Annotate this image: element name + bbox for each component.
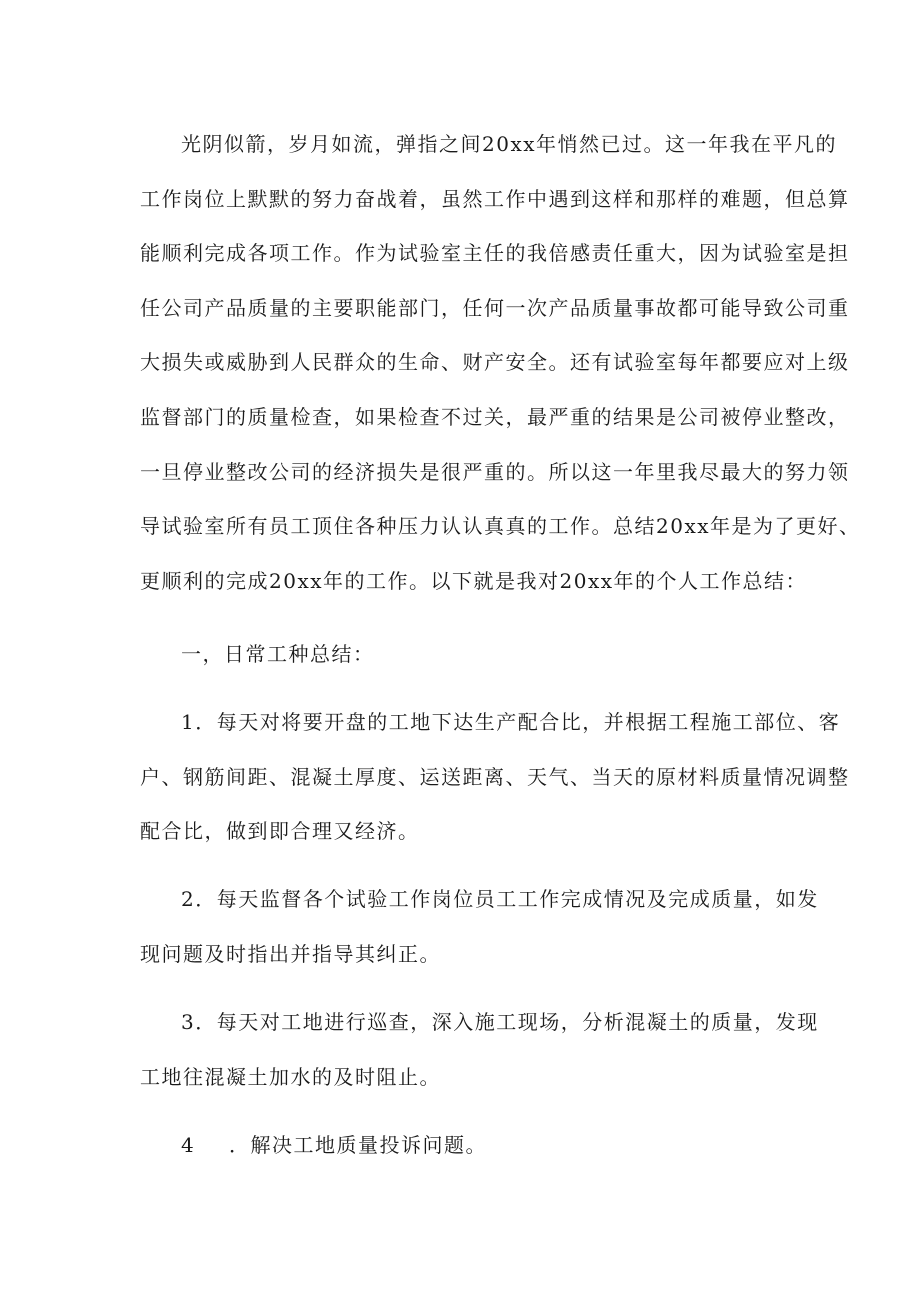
list-item-line: 3．每天对工地进行巡查，深入施工现场，分析混凝土的质量，发现 xyxy=(181,1010,819,1034)
list-item-line: 2．每天监督各个试验工作岗位员工工作完成情况及完成质量，如发 xyxy=(181,887,819,911)
list-item-text: ．解决工地质量投诉问题。 xyxy=(229,1133,487,1157)
paragraph-line: 工作岗位上默默的努力奋战着，虽然工作中遇到这样和那样的难题，但总算 xyxy=(140,186,850,211)
list-item-line: 户、钢筋间距、混凝土厚度、运送距离、天气、当天的原材料质量情况调整 xyxy=(140,764,850,789)
paragraph-line: 能顺利完成各项工作。作为试验室主任的我倍感责任重大，因为试验室是担 xyxy=(140,241,850,266)
list-item-number: 4 xyxy=(181,1133,196,1157)
paragraph-line: 一旦停业整改公司的经济损失是很严重的。所以这一年里我尽最大的努力领 xyxy=(140,459,850,484)
list-item-line: 现问题及时指出并指导其纠正。 xyxy=(140,941,441,966)
list-item xyxy=(140,995,819,1104)
paragraph-line: 光阴似箭，岁月如流，弹指之间20xx年悄然已过。这一年我在平凡的 xyxy=(181,132,838,156)
list-item-line xyxy=(140,1118,792,1173)
section-heading xyxy=(140,627,792,682)
list-item-line: 工地往混凝土加水的及时阻止。 xyxy=(140,1064,441,1089)
list-item xyxy=(140,872,819,981)
paragraph-line: 更顺利的完成20xx年的工作。以下就是我对20xx年的个人工作总结： xyxy=(140,568,808,593)
intro-paragraph xyxy=(140,117,861,608)
paragraph-line: 任公司产品质量的主要职能部门，任何一次产品质量事故都可能导致公司重 xyxy=(140,295,850,320)
paragraph-line: 大损失或威胁到人民群众的生命、财产安全。还有试验室每年都要应对上级 xyxy=(140,350,850,375)
paragraph-line: 监督部门的质量检查，如果检查不过关，最严重的结果是公司被停业整改， xyxy=(140,404,850,429)
paragraph-line: 导试验室所有员工顶住各种压力认认真真的工作。总结20xx年是为了更好、 xyxy=(140,514,861,539)
list-item xyxy=(140,695,850,859)
list-item-line: 配合比，做到即合理又经济。 xyxy=(140,819,420,844)
section-heading-text: 一，日常工种总结： xyxy=(181,642,375,666)
list-item xyxy=(140,1118,792,1173)
list-item-line: 1．每天对将要开盘的工地下达生产配合比，并根据工程施工部位、客 xyxy=(181,710,841,734)
